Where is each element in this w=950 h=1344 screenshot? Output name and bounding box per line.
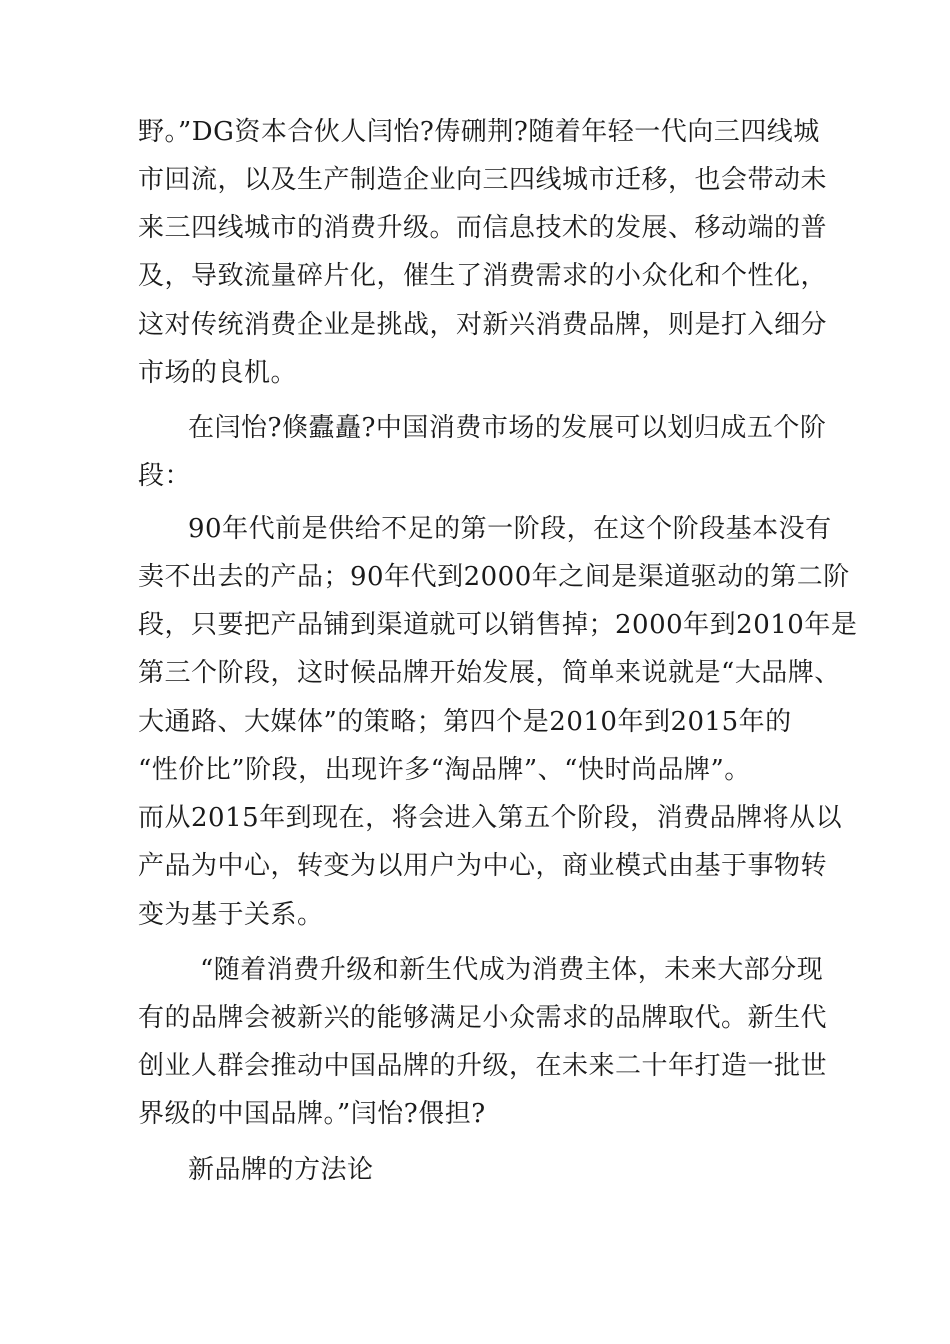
text-line-12: 第三个阶段，这时候品牌开始发展，简单来说就是“大品牌、 (138, 658, 841, 688)
text-line-10: 卖不出去的产品；90年代到2000年之间是渠道驱动的第二阶 (138, 562, 850, 592)
text-line-6: 市场的良机。 (138, 358, 298, 388)
section-heading: 新品牌的方法论 (188, 1155, 374, 1185)
text-line-21: 界级的中国品牌。”闫怡?偎担? (138, 1099, 486, 1129)
text-line-16: 产品为中心，转变为以用户为中心，商业模式由基于事物转 (138, 851, 828, 881)
text-line-17: 变为基于关系。 (138, 900, 324, 930)
text-line-14: “性价比”阶段，出现许多“淘品牌”、“快时尚品牌”。 (138, 755, 751, 785)
text-line-9: 90年代前是供给不足的第一阶段，在这个阶段基本没有 (188, 514, 832, 544)
text-line-4: 及，导致流量碎片化，催生了消费需求的小众化和个性化， (138, 261, 828, 291)
text-line-11: 段，只要把产品铺到渠道就可以销售掉；2000年到2010年是 (138, 610, 858, 640)
text-line-7: 在闫怡?倏蠹矗?中国消费市场的发展可以划归成五个阶 (188, 413, 827, 443)
text-line-19: 有的品牌会被新兴的能够满足小众需求的品牌取代。新生代 (138, 1003, 828, 1033)
text-line-18: “随着消费升级和新生代成为消费主体，未来大部分现 (200, 955, 824, 985)
text-line-20: 创业人群会推动中国品牌的升级，在未来二十年打造一批世 (138, 1051, 828, 1081)
text-line-15: 而从2015年到现在，将会进入第五个阶段，消费品牌将从以 (138, 803, 843, 833)
text-line-8: 段： (138, 461, 192, 491)
text-line-5: 这对传统消费企业是挑战，对新兴消费品牌，则是打入细分 (138, 310, 828, 340)
text-line-1: 野。”DG资本合伙人闫怡?俦硎荆?随着年轻一代向三四线城 (138, 117, 820, 147)
text-line-3: 来三四线城市的消费升级。而信息技术的发展、移动端的普 (138, 213, 828, 243)
text-line-2: 市回流，以及生产制造企业向三四线城市迁移，也会带动未 (138, 165, 828, 195)
text-line-13: 大通路、大媒体”的策略；第四个是2010年到2015年的 (138, 707, 792, 737)
